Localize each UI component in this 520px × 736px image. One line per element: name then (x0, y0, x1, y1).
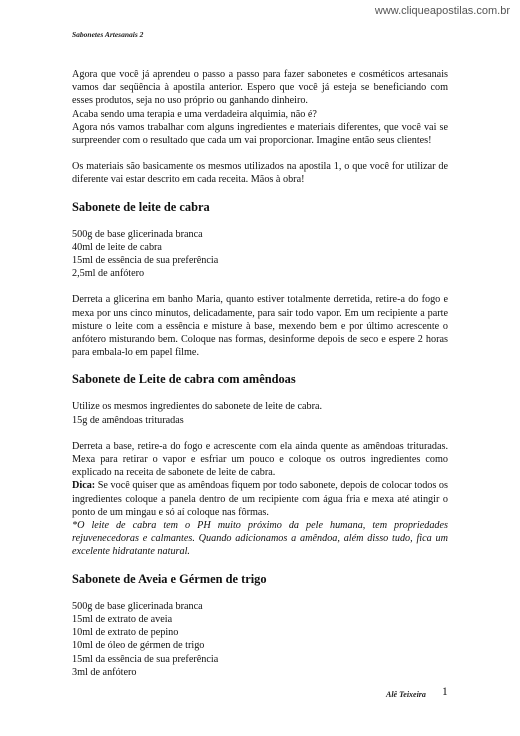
footer-author: Alê Teixeira (386, 690, 426, 699)
ingredient-item: 15g de amêndoas trituradas (72, 414, 184, 426)
ingredient-item: 15ml da essência de sua preferência (72, 653, 219, 665)
intro-paragraph: Agora que você já aprendeu o passo a passo para fazer sabonetes e cosméticos artesanais vamos dar seqüência à apostila anterior. Espero que você já esteja se beneficiando com esses produtos, seja no uso próprio ou ganhando dinheiro. (72, 69, 448, 107)
tip-paragraph (72, 479, 448, 519)
page-number: 1 (442, 686, 448, 698)
site-url: www.cliqueapostilas.com.br (374, 5, 510, 17)
intro-line: Acaba sendo uma terapia e uma verdadeira alquimia, não é? (72, 108, 317, 120)
section-title: Sabonete de leite de cabra (72, 199, 210, 214)
instructions-paragraph: Derreta a base, retire-a do fogo e acrescente com ela ainda quente as amêndoas trituradas. Mexa para retirar o vapor e esfriar um pouco e coloque os outros ingredientes como explicado na receita de sabonete de leite de cabra. (72, 440, 448, 479)
ingredient-item: 15ml de extrato de aveia (72, 613, 173, 625)
intro-paragraph: Os materiais são basicamente os mesmos utilizados na apostila 1, o que você for utilizar de diferente vai estar descrito em cada receita. Mãos à obra! (72, 161, 448, 186)
running-header: Sabonetes Artesanais 2 (72, 30, 144, 39)
section-title: Sabonete de Aveia e Gérmen de trigo (72, 571, 267, 586)
intro-paragraph: Agora nós vamos trabalhar com alguns ingredientes e materiais diferentes, que você vai se surpreender com o resultado que cada um vai proporcionar. Imagine então seus clientes! (72, 121, 448, 147)
ingredient-item: 2,5ml de anfótero (72, 268, 145, 280)
instructions-paragraph: Derreta a glicerina em banho Maria, quanto estiver totalmente derretida, retire-a do fogo e mexa por uns cinco minutos, delicadamente, para sair todo vapor. Em um recipiente a parte misture o leite com a essência e misture à base, mexendo bem e por último acrescente o anfótero misturando bem. Coloque nas formas, desinforme depois de seco e espere 2 horas para embala-lo em papel filme. (72, 294, 448, 359)
ingredient-item: Utilize os mesmos ingredientes do sabonete de leite de cabra. (72, 401, 323, 413)
tip-text: Se você quiser que as amêndoas fiquem por todo sabonete, depois de colocar todos os ingredientes coloque a panela dentro de um recipiente com água fria e mexa até atingir o ponto de um mingau e só aí coloque nas fôrmas. (72, 480, 448, 518)
ingredient-item: 500g de base glicerinada branca (72, 228, 203, 240)
ingredient-item: 10ml de extrato de pepino (72, 627, 179, 639)
ingredient-list (72, 228, 448, 281)
ingredient-list (72, 600, 448, 679)
note-paragraph: *O leite de cabra tem o PH muito próximo da pele humana, tem propriedades rejuvenecedoras e calmantes. Quando adicionamos a amêndoa, além disso tudo, fica um excelente hidratante natural. (72, 520, 448, 558)
tip-label: Dica: (72, 480, 96, 492)
document-body (72, 68, 448, 679)
ingredient-item: 10ml de óleo de gérmen de trigo (72, 640, 205, 652)
ingredient-list (72, 400, 448, 426)
ingredient-item: 500g de base glicerinada branca (72, 600, 203, 612)
section-title: Sabonete de Leite de cabra com amêndoas (72, 372, 296, 387)
ingredient-item: 3ml de anfótero (72, 666, 137, 678)
ingredient-item: 40ml de leite de cabra (72, 241, 162, 253)
ingredient-item: 15ml de essência de sua preferência (72, 255, 219, 267)
